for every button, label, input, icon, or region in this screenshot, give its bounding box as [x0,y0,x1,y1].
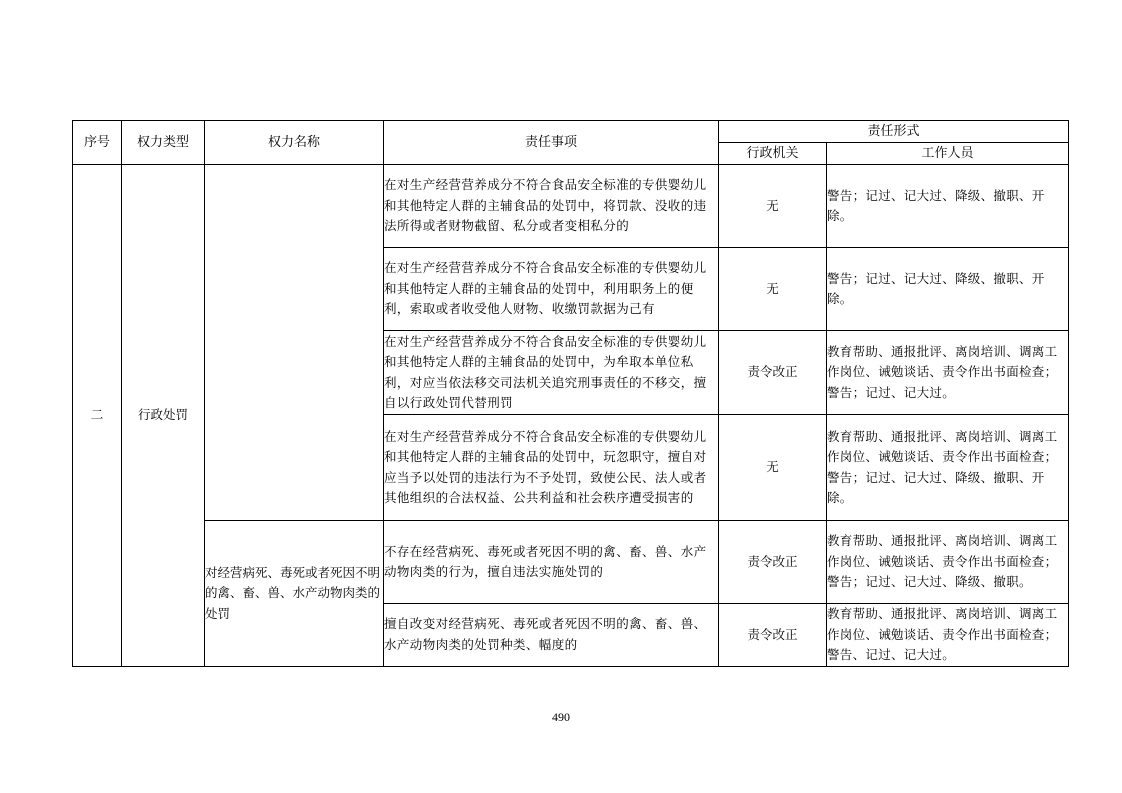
header-staff: 工作人员 [827,143,1069,165]
agency-cell: 责令改正 [719,604,827,667]
staff-cell: 教育帮助、通报批评、离岗培训、调离工作岗位、诫勉谈话、责令作出书面检查；警告；记过、记大过。 [827,331,1069,415]
power-type-cell: 行政处罚 [122,165,205,667]
header-agency: 行政机关 [719,143,827,165]
power-name-cell: 对经营病死、毒死或者死因不明的禽、畜、兽、水产动物肉类的处罚 [205,521,384,667]
header-power-type: 权力类型 [122,121,205,165]
agency-cell: 无 [719,415,827,521]
duty-cell: 不存在经营病死、毒死或者死因不明的禽、畜、兽、水产动物肉类的行为，擅自违法实施处罚的 [384,521,719,604]
agency-cell: 无 [719,248,827,331]
duty-cell: 在对生产经营营养成分不符合食品安全标准的专供婴幼儿和其他特定人群的主辅食品的处罚中，玩忽职守，擅自对应当予以处罚的违法行为不予处罚，致使公民、法人或者其他组织的合法权益、公共利益和社会秩序遭受损害的 [384,415,719,521]
header-form: 责任形式 [719,121,1069,143]
power-name-cell [205,165,384,521]
agency-cell: 责令改正 [719,331,827,415]
staff-cell: 警告；记过、记大过、降级、撤职、开除。 [827,248,1069,331]
duty-cell: 在对生产经营营养成分不符合食品安全标准的专供婴幼儿和其他特定人群的主辅食品的处罚中，利用职务上的便利，索取或者收受他人财物、收缴罚款据为己有 [384,248,719,331]
agency-cell: 责令改正 [719,521,827,604]
staff-cell: 警告；记过、记大过、降级、撤职、开除。 [827,165,1069,248]
agency-cell: 无 [719,165,827,248]
seq-cell: 二 [73,165,122,667]
duty-cell: 擅自改变对经营病死、毒死或者死因不明的禽、畜、兽、水产动物肉类的处罚种类、幅度的 [384,604,719,667]
staff-cell: 教育帮助、通报批评、离岗培训、调离工作岗位、诫勉谈话、责令作出书面检查；警告、记过、记大过。 [827,604,1069,667]
staff-cell: 教育帮助、通报批评、离岗培训、调离工作岗位、诫勉谈话、责令作出书面检查；警告；记过、记大过、降级、撤职。 [827,521,1069,604]
staff-cell: 教育帮助、通报批评、离岗培训、调离工作岗位、诫勉谈话、责令作出书面检查；警告；记过、记大过、降级、撤职、开除。 [827,415,1069,521]
responsibility-table [72,120,1069,667]
header-seq: 序号 [73,121,122,165]
header-row-1 [73,121,1069,143]
header-power-name: 权力名称 [205,121,384,165]
header-duty: 责任事项 [384,121,719,165]
table-row [73,521,1069,604]
duty-cell: 在对生产经营营养成分不符合食品安全标准的专供婴幼儿和其他特定人群的主辅食品的处罚中，为牟取本单位私利，对应当依法移交司法机关追究刑事责任的不移交，擅自以行政处罚代替刑罚 [384,331,719,415]
duty-cell: 在对生产经营营养成分不符合食品安全标准的专供婴幼儿和其他特定人群的主辅食品的处罚中，将罚款、没收的违法所得或者财物截留、私分或者变相私分的 [384,165,719,248]
table-row [73,165,1069,248]
page-number: 490 [552,710,570,724]
